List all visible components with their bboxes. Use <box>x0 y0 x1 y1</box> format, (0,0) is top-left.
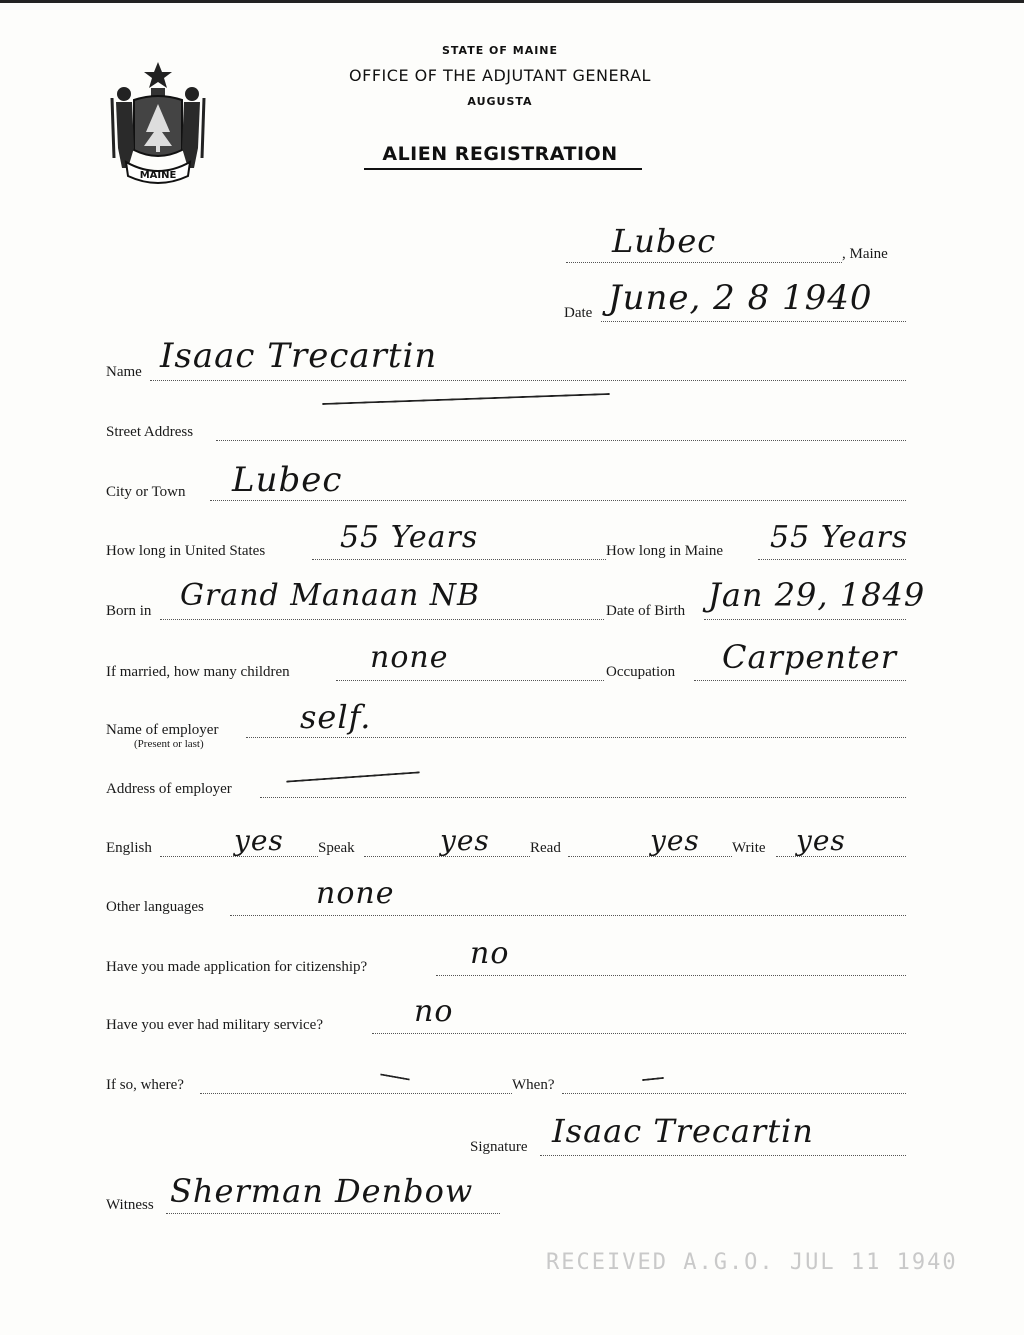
witness-value: Sherman Denbow <box>170 1172 474 1210</box>
city-heading: AUGUSTA <box>467 95 533 108</box>
employer-label: Name of employer <box>106 722 219 738</box>
signature-line <box>540 1155 906 1156</box>
top-border <box>0 0 1024 3</box>
how-long-us-label: How long in United States <box>106 543 266 559</box>
born-in-label: Born in <box>106 603 152 619</box>
how-long-maine-label: How long in Maine <box>606 543 724 559</box>
employer-sublabel: (Present or last) <box>134 738 204 750</box>
office-heading: OFFICE OF THE ADJUTANT GENERAL <box>349 66 651 85</box>
witness-label: Witness <box>106 1197 154 1213</box>
when-line <box>562 1093 906 1094</box>
citizenship-label: Have you made application for citizenship? <box>106 959 368 975</box>
dash-mark <box>322 393 610 405</box>
employer-address-label: Address of employer <box>106 781 232 797</box>
occupation-line <box>694 680 906 681</box>
write-value: yes <box>796 824 846 857</box>
place-line <box>566 262 842 263</box>
received-stamp: RECEIVED A.G.O. JUL 11 1940 <box>546 1250 958 1275</box>
date-label: Date <box>564 305 593 321</box>
street-line <box>216 440 906 441</box>
city-label: City or Town <box>106 484 186 500</box>
other-languages-label: Other languages <box>106 899 204 915</box>
born-in-value: Grand Manaan NB <box>180 578 481 613</box>
when-label: When? <box>512 1077 555 1093</box>
children-line <box>336 680 604 681</box>
date-line <box>601 321 906 322</box>
where-line <box>200 1093 512 1094</box>
other-languages-line <box>230 915 906 916</box>
speak-value: yes <box>440 824 490 857</box>
read-label: Read <box>530 840 561 856</box>
write-label: Write <box>732 840 766 856</box>
citizenship-value: no <box>470 936 510 971</box>
military-line <box>372 1033 906 1034</box>
citizenship-line <box>436 975 906 976</box>
dob-value: Jan 29, 1849 <box>708 576 926 614</box>
occupation-label: Occupation <box>606 664 676 680</box>
employer-address-line <box>260 797 906 798</box>
maine-state-seal-icon <box>104 58 212 186</box>
seal-banner-text: MAINE <box>139 170 177 181</box>
street-label: Street Address <box>106 424 194 440</box>
how-long-us-line <box>312 559 606 560</box>
dob-line <box>704 619 906 620</box>
place-value: Lubec <box>612 222 717 260</box>
children-value: none <box>370 640 449 675</box>
signature-value: Isaac Trecartin <box>552 1112 814 1150</box>
military-label: Have you ever had military service? <box>106 1017 323 1033</box>
military-value: no <box>414 994 454 1029</box>
page-title: ALIEN REGISTRATION <box>382 143 618 165</box>
name-line <box>150 380 906 381</box>
city-value: Lubec <box>232 460 343 500</box>
how-long-maine-value: 55 Years <box>770 520 909 555</box>
how-long-maine-line <box>758 559 906 560</box>
where-label: If so, where? <box>106 1077 184 1093</box>
city-line <box>210 500 906 501</box>
english-label: English <box>106 840 152 856</box>
dash-mark <box>642 1077 664 1081</box>
employer-line <box>246 737 906 738</box>
state-heading: STATE OF MAINE <box>441 44 559 57</box>
children-label: If married, how many children <box>106 664 290 680</box>
name-value: Isaac Trecartin <box>160 336 438 376</box>
date-value: June, 2 8 1940 <box>608 278 873 318</box>
dob-label: Date of Birth <box>606 603 686 619</box>
signature-label: Signature <box>470 1139 528 1155</box>
place-suffix: , Maine <box>842 246 888 262</box>
born-in-line <box>160 619 604 620</box>
read-value: yes <box>650 824 700 857</box>
dash-mark <box>380 1073 410 1080</box>
other-languages-value: none <box>316 876 395 911</box>
title-underline <box>364 168 642 170</box>
english-value: yes <box>234 824 284 857</box>
how-long-us-value: 55 Years <box>340 520 479 555</box>
dash-mark <box>286 771 420 782</box>
occupation-value: Carpenter <box>722 638 897 676</box>
name-label: Name <box>106 364 142 380</box>
speak-label: Speak <box>318 840 355 856</box>
employer-value: self. <box>300 698 372 736</box>
witness-line <box>166 1213 500 1214</box>
